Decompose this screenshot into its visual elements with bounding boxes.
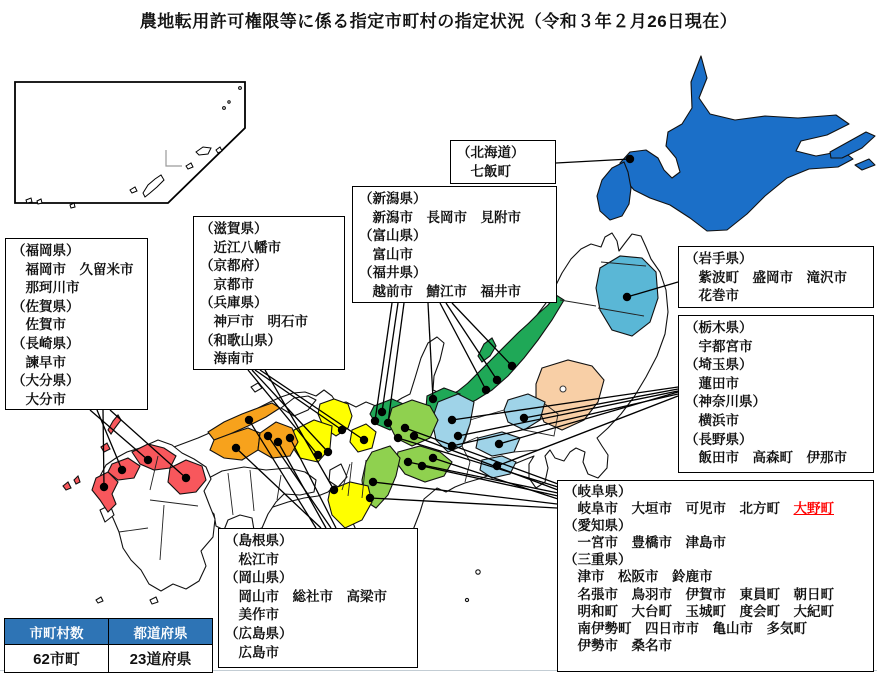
box-line: （滋賀県）: [200, 221, 268, 236]
iki-island: [101, 443, 110, 452]
highlighted-city-ono: 大野町: [793, 501, 834, 517]
box-line: 富山市: [359, 246, 413, 262]
label-box-tokai: [557, 480, 874, 672]
box-line: （愛知県）: [564, 518, 632, 534]
box-line: （長野県）: [685, 431, 753, 447]
value-municipality-count: 62市町: [5, 645, 109, 673]
box-line: （岩手県）: [685, 251, 753, 266]
box-line: （和歌山県）: [200, 332, 281, 348]
box-line: （三重県）: [564, 552, 632, 568]
box-line: 佐賀市: [12, 317, 66, 333]
box-line: 宇都宮市: [685, 338, 753, 354]
label-box-iwate: [678, 246, 874, 308]
box-line: （埼玉県）: [685, 357, 753, 373]
izu-island: [465, 598, 468, 601]
box-line: 岡山市 総社市 高梁市: [225, 588, 387, 604]
box-line: 神戸市 明石市: [200, 313, 308, 329]
box-line: 京都市: [200, 276, 254, 292]
box-line: 美作市: [225, 607, 279, 623]
label-box-kyushu: [5, 238, 148, 410]
box-line: （岐阜県）: [564, 484, 632, 499]
box-line: 紫波町 盛岡市 滝沢市: [685, 269, 847, 285]
box-line: 花巻市: [685, 288, 739, 304]
summary-table-header-row: [5, 619, 213, 645]
lake-inawashiro: [560, 386, 566, 392]
header-prefecture-count: 都道府県: [109, 619, 213, 645]
box-line: 諫早市: [12, 354, 66, 370]
box-line: （島根県）: [225, 533, 293, 548]
summary-table-value-row: [5, 645, 213, 673]
box-line: 伊勢市 桑名市: [564, 637, 672, 653]
box-line: （長崎県）: [12, 335, 80, 351]
label-box-kinki: [193, 216, 345, 370]
box-line: （新潟県）: [359, 191, 427, 206]
box-line: 横浜市: [685, 412, 739, 428]
oshima-peninsula: [597, 162, 631, 220]
okinawa-inset: [15, 82, 245, 208]
label-box-kanto: [678, 315, 874, 473]
box-line: 大分市: [12, 391, 66, 407]
box-line: （栃木県）: [685, 320, 753, 335]
box-line: （岡山県）: [225, 570, 293, 586]
hokkaido-shape: [620, 56, 853, 231]
page-title: 農地転用許可権限等に係る指定市町村の指定状況（令和３年２月26日現在）: [139, 12, 738, 31]
box-line: 越前市 鯖江市 福井市: [359, 283, 521, 299]
box-line: （京都府）: [200, 258, 268, 274]
box-line: （福井県）: [359, 265, 427, 281]
box-line: （大分県）: [12, 373, 80, 389]
box-line: 飯田市 高森町 伊那市: [685, 450, 847, 466]
hokkaido-region: [597, 56, 875, 231]
box-line: 近江八幡市: [200, 239, 281, 255]
box-line: 蓮田市: [685, 375, 739, 391]
box-line: （兵庫県）: [200, 295, 268, 311]
header-municipality-count: 市町村数: [5, 619, 109, 645]
box-line: 明和町 大台町 玉城町 度会町 大紀町: [564, 603, 834, 619]
box-line: 広島市: [225, 644, 279, 660]
box-line: [564, 500, 867, 517]
summary-table: [4, 618, 213, 673]
box-line: （福岡県）: [12, 243, 80, 258]
box-line: 新潟市 長岡市 見附市: [359, 209, 521, 225]
box-line: 七飯町: [457, 163, 511, 179]
box-line: 松江市: [225, 551, 279, 567]
box-line: 海南市: [200, 351, 254, 367]
box-line: 福岡市 久留米市: [12, 261, 134, 277]
box-line: （富山県）: [359, 228, 427, 244]
box-line: （北海道）: [457, 145, 525, 160]
box-line: （広島県）: [225, 625, 293, 641]
label-box-hokuriku: [352, 186, 557, 303]
label-box-chugoku: [218, 528, 418, 668]
box-line: 一宮市 豊橋市 津島市: [564, 535, 726, 551]
izu-island: [476, 570, 480, 574]
inset-border: [15, 82, 245, 203]
box-line: 名張市 鳥羽市 伊賀市 東員町 朝日町: [564, 586, 834, 602]
box-line: （佐賀県）: [12, 298, 80, 314]
label-box-hokkaido: [450, 140, 556, 184]
box-line: 南伊勢町 四日市市 亀山市 多気町: [564, 620, 807, 636]
box-line: 那珂川市: [12, 280, 80, 296]
value-prefecture-count: 23道府県: [109, 645, 213, 673]
gifu-cities: 岐阜市 大垣市 可児市 北方町: [564, 501, 794, 517]
box-line: （神奈川県）: [685, 394, 766, 410]
box-line: 津市 松阪市 鈴鹿市: [564, 569, 713, 585]
